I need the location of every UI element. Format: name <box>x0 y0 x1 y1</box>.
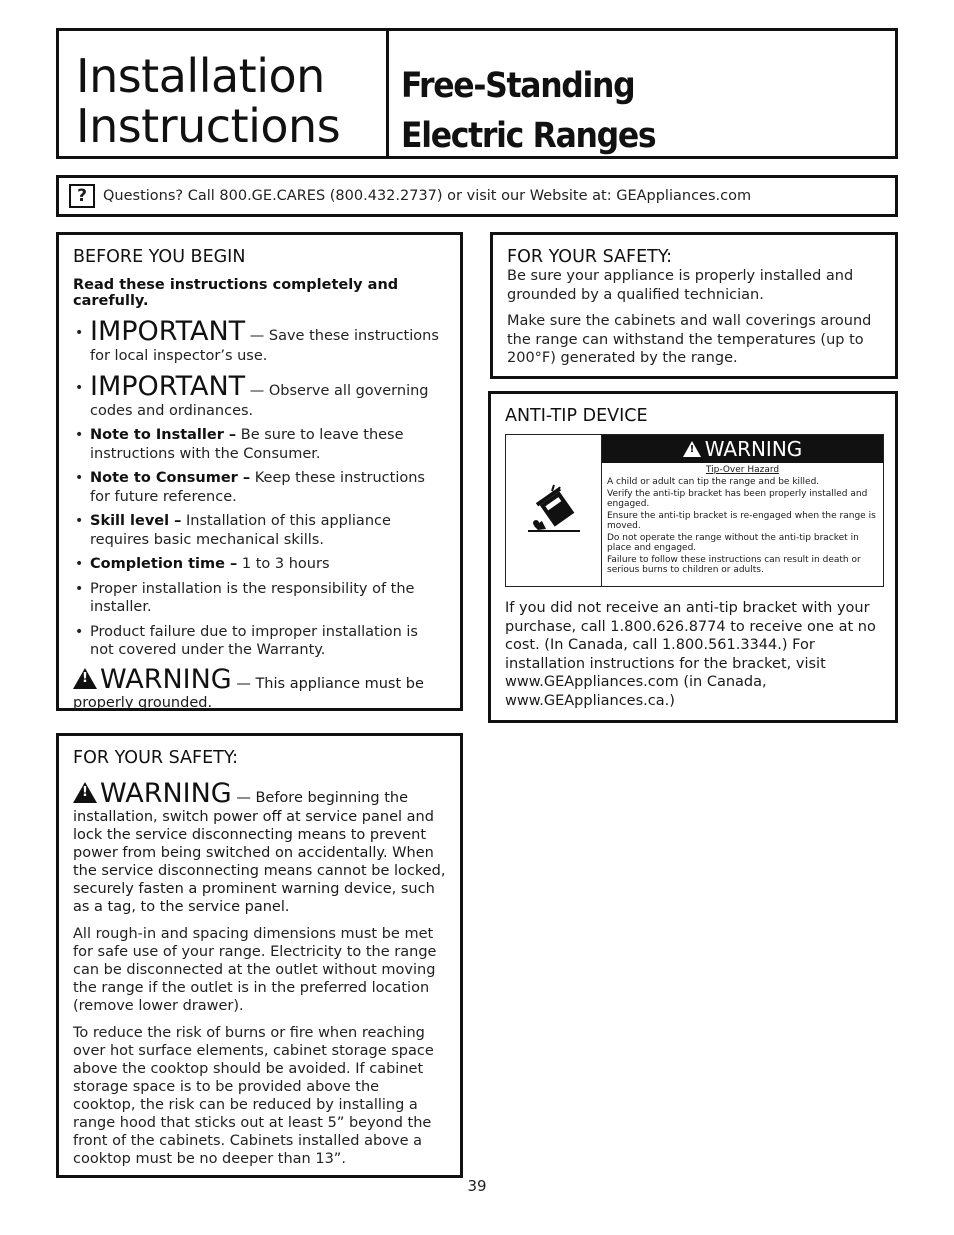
skill-level-label: Skill level – <box>90 513 182 529</box>
for-your-safety-box-right <box>490 232 898 379</box>
for-your-safety-box-left <box>56 733 463 1178</box>
questions-bar <box>56 175 898 217</box>
warning-line: Do not operate the range without the anti-tip bracket in place and engaged. <box>607 533 859 553</box>
safety-paragraph-2: Make sure the cabinets and wall coverings around the range can withstand the temperatures (up to 200°F) generated by the range. <box>507 313 872 366</box>
questions-text: Questions? Call 800.GE.CARES (800.432.2737) or visit our Website at: GEAppliances.com <box>103 188 752 204</box>
warning-line: Ensure the anti-tip bracket is re-engaged when the range is moved. <box>607 511 876 531</box>
header-title-cell <box>59 31 389 156</box>
note-consumer-item <box>73 469 446 506</box>
cabinet-storage-paragraph: To reduce the risk of burns or fire when reaching over hot surface elements, cabinet storage space above the cooktop should be avoided. If cabinet storage space is to be provided above the cooktop, the risk can be reduced by installing a range hood that sticks out at least 5” beyond the front of the cabinets. Cabinets installed above a cooktop must be no deeper than 13”. <box>73 1025 434 1167</box>
document-header <box>56 28 898 159</box>
page-number: 39 <box>467 1177 487 1195</box>
warning-label-text <box>602 435 883 586</box>
tip-over-hazard-icon <box>506 435 602 586</box>
warning-triangle-icon <box>73 668 97 689</box>
before-lead: Read these instructions completely and carefully. <box>73 277 399 309</box>
tipping-range-pictogram <box>524 481 584 541</box>
safety-heading: FOR YOUR SAFETY: <box>507 247 673 267</box>
important-text: — Observe all governing codes and ordinances. <box>90 382 429 419</box>
warning-triangle-icon <box>73 782 97 803</box>
anti-tip-heading: ANTI-TIP DEVICE <box>505 406 648 426</box>
hazard-title: Tip-Over Hazard <box>705 465 780 475</box>
note-installer-item <box>73 426 446 463</box>
header-subtitle-cell <box>389 31 895 156</box>
completion-time-label: Completion time – <box>90 556 238 572</box>
title-line-2: Instructions <box>76 99 341 153</box>
important-text: — Save these instructions for local inspector’s use. <box>90 328 439 364</box>
note-consumer-text: Keep these instructions for future reference. <box>90 470 425 505</box>
warning-triangle-icon <box>683 441 701 457</box>
before-list <box>73 317 446 660</box>
important-item-1 <box>73 317 446 366</box>
note-installer-label: Note to Installer – <box>90 427 237 443</box>
note-consumer-label: Note to Consumer – <box>90 470 251 486</box>
warning-label: WARNING <box>100 778 232 809</box>
responsibility-item: • Proper installation is the responsibility of the installer. <box>73 580 446 617</box>
power-warning <box>73 780 446 916</box>
subtitle-line-2: Electric Ranges <box>401 116 656 156</box>
question-mark-icon: ? <box>69 184 95 208</box>
important-label: IMPORTANT <box>90 316 246 347</box>
important-item-2 <box>73 372 446 421</box>
important-label: IMPORTANT <box>90 370 246 402</box>
warning-line: Failure to follow these instructions can result in death or serious burns to children or adults. <box>607 555 861 575</box>
warning-banner <box>602 435 883 463</box>
before-you-begin-box <box>56 232 463 711</box>
skill-level-item <box>73 512 446 549</box>
anti-tip-instructions: If you did not receive an anti-tip bracket with your purchase, call 1.800.626.8774 to receive one at no cost. (In Canada, call 1.800.561.3344.) For installation instructions for the bracket, visit www.GEAppliances.com (in Canada, www.GEAppliances.ca.) <box>505 600 876 709</box>
anti-tip-device-box <box>488 391 898 723</box>
warning-banner-text: WARNING <box>704 437 803 461</box>
warning-text: — This appliance must be properly grounded. <box>73 675 424 711</box>
tip-over-warning-label <box>505 434 884 587</box>
completion-time-item <box>73 555 446 574</box>
note-installer-text: Be sure to leave these instructions with the Consumer. <box>90 427 404 462</box>
warning-text: — Before beginning the installation, switch power off at service panel and lock the service disconnecting means to prevent power from being switched on accidentally. When the service disconnecting means cannot be locked, securely fasten a prominent warning device, such as a tag, to the service panel. <box>73 790 446 915</box>
completion-time-text: 1 to 3 hours <box>237 556 330 572</box>
subtitle-line-1: Free-Standing <box>401 66 635 106</box>
title-line-1: Installation <box>76 49 325 103</box>
warning-label: WARNING <box>100 663 232 695</box>
safety-paragraph-1: Be sure your appliance is properly installed and grounded by a qualified technician. <box>507 268 854 303</box>
warning-line: A child or adult can tip the range and be killed. <box>607 477 820 487</box>
before-heading: BEFORE YOU BEGIN <box>73 247 246 267</box>
skill-level-text: Installation of this appliance requires basic mechanical skills. <box>90 513 391 548</box>
grounding-warning <box>73 663 446 713</box>
warning-line: Verify the anti-tip bracket has been properly installed and engaged. <box>607 489 868 509</box>
warranty-item: • Product failure due to improper installation is not covered under the Warranty. <box>73 623 446 660</box>
rough-in-paragraph: All rough-in and spacing dimensions must be met for safe use of your range. Electricity to the range can be disconnected at the outlet without moving the range if the outlet is in the preferred location (remove lower drawer). <box>73 926 437 1014</box>
safety-heading: FOR YOUR SAFETY: <box>73 748 239 768</box>
